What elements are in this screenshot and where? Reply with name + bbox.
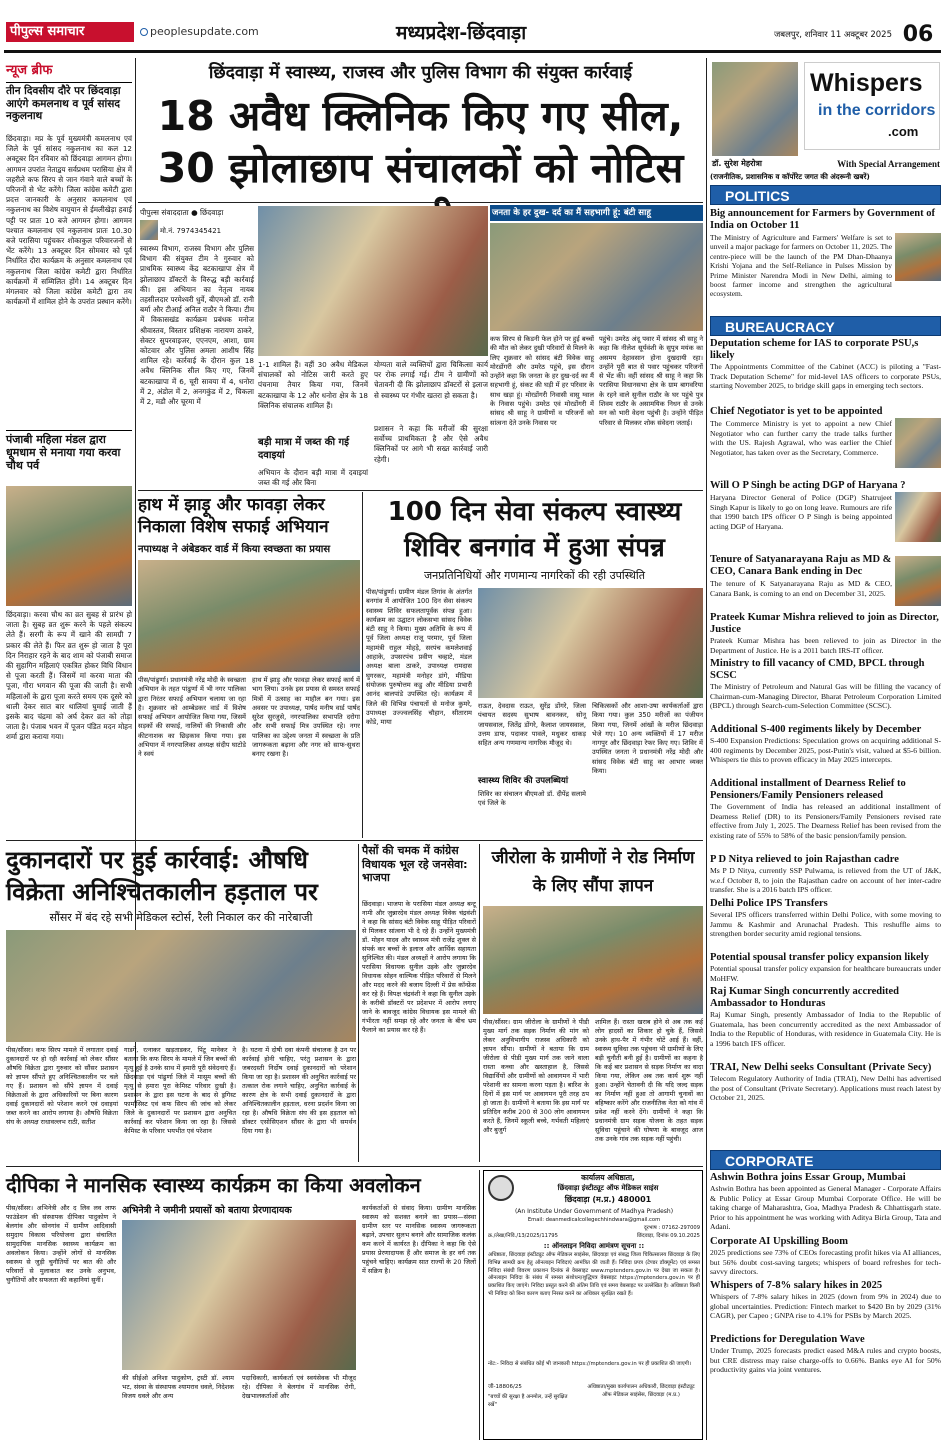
- byline: पीपुल्स संवाददाता ● छिंदवाड़ा: [140, 208, 224, 217]
- dukan-col-2: गाडगे, रत्नाकर खड़ताडकर, पिंटू मानेकर ने बताया कि कफ सिरप के मामले में जिन बच्चों की मृत्यु हुई है उनके साथ में हमारी पूरी संवेदनाएं हैं। छिंदवाड़ा एवं पांढुर्णा जिले में मासूम बच्चों की मृत्यु से हमारा पूरा केमिस्ट परिवार दुःखी है। प्रशासन के द्वारा इस घटना के बाद से ड्रगिस्ट फार्मासिस्ट एवं कफ सिरप की जांच को लेकर जिले के दुकानदारों पर प्रशासन द्वारा अनुचित कार्रवाई कर परेशान किया जा रहा है। जिससे केमिस्ट के परिवार भयभीत एवं परेशान: [124, 1046, 236, 1135]
- congress-story: [362, 844, 476, 1162]
- politics-label: POLITICS: [710, 185, 941, 205]
- tender-institute: छिंदवाड़ा इंस्टीट्यूट ऑफ मेडिकल साइंस: [557, 1184, 659, 1192]
- lead-subhead: बड़ी मात्रा में जब्त की गई दवाइयां: [258, 437, 350, 461]
- sewa-col-2: राऊत, देवदास राऊत, सुरेंद्र डोंगरे, जिला पंचायत सदस्य सुभाष बावनकर, सोनू जायसवाल, जितेंद्र डोंगरे, कैलाश जायसवाल, उत्तम डाफ, पदाकर पावले, मधुकर धाकड़ सहित अन्य गणमान्य नागरिक मौजूद थे।: [478, 702, 586, 748]
- site-url[interactable]: peoplesupdate.com: [150, 25, 259, 38]
- bureaucracy-item-photo: [895, 492, 941, 542]
- brief-tag: न्यूज ब्रीफ: [6, 63, 53, 78]
- jirola-memorandum-photo: [483, 906, 703, 1014]
- brief-headline-2: पंजाबी महिला मंडल द्वारा धूमधाम से मनाया गया करवा चौथ पर्व: [6, 430, 132, 482]
- bureaucracy-item-headline: Deputation scheme for IAS to corporate PSU,s likely: [710, 338, 919, 361]
- bureaucracy-label: BUREAUCRACY: [710, 316, 941, 336]
- sahu-col-1: कफ सिरप से किडनी फेल होने पर हुई बच्चों की मौत को लेकर दुखी परिवारों से मिलने के लिए शुक्रवार को सांसद बंटी विवेक साहू मोरडोंगरी और उमरेठ पहुंचे, इस दौरान उन्होंने कहा कि जनता के हर दुख-दर्द का मैं सहभागी हूं, संकट की घड़ी में हर परिवार के साथ खड़ा हूं। मोरडोंगरी निवासी वासु ग्वाल के निवास पहुंचे। उमरेठ एवं मोरडोंगरी में सांसद श्री साहू ने ग्रामीणों व परिजनों को सांत्वना देते उनके निवास पर: [490, 335, 594, 427]
- tender-eng: (An Institute Under Government of Madhya Pradesh): [514, 1208, 674, 1215]
- bureaucracy-item-body: Prateek Kumar Mishra has been relieved to join as Director in the Department of Justice. He is a 2011 batch IRS-IT officer.: [710, 636, 941, 655]
- corporate-item-body: Ashwin Bothra has been appointed as General Manager - Corporate Affairs & Public Policy at Essar Group Mumbai Corporate Office. He will be taking charge of Maharashtra, Goa, Madhya Pradesh & Chhattisgarh state. Prior to his appointment he was working with Aditya Birla Group, Tata and Adani.: [710, 1184, 941, 1232]
- jirola-story: [483, 844, 703, 1162]
- health-camp-photo: [478, 588, 703, 698]
- reporter-photo: [140, 220, 158, 240]
- deepika-col-4: कार्यकर्ताओं से संवाद किया। ग्रामीण मानसिक स्वास्थ्य को सशक्त बनाने का प्रयास—संस्था ग्रामीण स्तर पर मानसिक स्वास्थ्य जागरूकता बढ़ाने, उपचार सुलभ बनाने और सामाजिक कलंक कम करने में कार्यरत है। दीपिका ने कहा कि ऐसे प्रयास प्रेरणादायक हैं और समाज के हर वर्ग तक पहुंचने चाहिए। कार्यक्रम सात राज्यों के 20 जिलों में सक्रिय है।: [362, 1204, 476, 1275]
- bureaucracy-item-body: Ms P D Nitya, currently SSP Pulwama, is relieved from the UT of J&K, w.e.f October 8, to join the Rajasthan cadre on account of her inter-cadre transfer. She is a 2016 batch IPS officer.: [710, 866, 941, 895]
- whispers-column: [710, 58, 941, 1440]
- lead-col-3: योग्यता वाले व्यक्तियों द्वारा चिकित्सा कार्य पर रोक लगाई गई। टीम ने ग्रामीणों को चेतावनी दी कि झोलाछाप डॉक्टरों से इलाज से स्वास्थ्य पर गंभीर खतरा हो सकता है।: [374, 360, 488, 400]
- columnist-name: डॉ. सुरेश मेहरोत्रा: [712, 159, 762, 168]
- corporate-item-headline: Predictions for Deregulation Wave: [710, 1334, 865, 1345]
- bureaucracy-item-headline: Potential spousal transfer policy expansion likely: [710, 952, 929, 963]
- globe-icon: [140, 28, 148, 36]
- bureaucracy-item-headline: Additional S-400 regiments likely by December: [710, 724, 922, 735]
- bureaucracy-item-body: Potential spousal transfer policy expansion for healthcare bureaucrats under MoHFW.: [710, 964, 941, 983]
- tender-phone: दूरभाष : 07162-297009: [643, 1225, 700, 1231]
- corporate-list: [710, 1172, 941, 1440]
- sahu-col-2: पहुंचे। उमरेठ अंदू पवार में सांसद श्री साहू ने कहा कि नीलेश सूर्यवंशी के सुपुत्र मयंक का असमय देहावसान होना दुखदायी रहा। उन्होंने पूरी बात से पवार पहुंचकर परिजनों से भेंट की। वहीं सांसद श्री साहू ने कहा कि परासिया विधानसभा क्षेत्र के ग्राम बागवरिया के रहने वाले सुनील राठौर के घर पहुंचे पुत्र शिवम राठौर के असामयिक निधन से उनके मन को भारी वेदना पहुंची है। उन्होंने पीड़ित परिवार से मिलकर शोक संवेदना जताई।: [599, 335, 703, 427]
- dukan-col-3: है। घटना में दोषी दवा कंपनी संचालक है उन पर कार्रवाई होनी चाहिए, परंतु प्रशासन के द्वारा जबरदस्ती निर्दोष दवाई दुकानदारों को परेशान किया जा रहा है। प्रशासन की अनुचित कार्रवाई पर तत्काल रोक लगाने चाहिए, अनुचित कार्रवाई के कारण क्षेत्र के सभी दवाई दुकानदारों के द्वारा अनिश्चितकालीन हड़ताल, धरना प्रदर्शन किया जा रहा है। औषधि विक्रेता संघ की इस हड़ताल को डॉक्टर एसोसिएशन सौंसर के द्वारा भी समर्थन दिया गया है।: [242, 1046, 356, 1135]
- sewa-col-2b: शिविर का संचालन बीएमओ डॉ. दीपेंद्र सलामे एवं जिले के: [478, 790, 586, 808]
- arrangement: With Special Arrangement: [837, 159, 940, 169]
- jhadu-col-1: पीस/पांढुर्णा। प्रधानमंत्री नरेंद्र मोदी के स्वच्छता अभियान के तहत पांढुर्णा में भी नगर पालिका द्वारा निरंतर सफाई अभियान चलाया जा रहा है। शुक्रवार को आम्बेडकर वार्ड में विशेष सफाई अभियान आयोजित किया गया, जिसमें सड़कों की सफाई, नालियों की निकासी और कीटनाशक का छिड़काव किया गया। इस अभियान में नगरपालिका अध्यक्ष संदीप घाटोडे ने स्वयं: [138, 676, 246, 759]
- dateline: जबलपुर, शनिवार 11 अक्टूबर 2025: [773, 30, 892, 40]
- mobile-number: मो.नं. 7974345421: [160, 227, 222, 235]
- bureaucracy-item-body: S-400 Expansion Predictions: Speculation grows on acquiring additional S-400 regiments by December 2025, post-Putin's visit, valued at $5-6 billion. Whispers tie this to proven efficacy in May 2025 intercepts.: [710, 736, 941, 765]
- bureaucracy-item-headline: Ministry to fill vacancy of CMD, BPCL through SCSC: [710, 658, 925, 681]
- bureaucracy-item-headline: TRAI, New Delhi seeks Consultant (Private Secy): [710, 1062, 932, 1073]
- deepika-story: [6, 1170, 476, 1440]
- bureaucracy-item-headline: P D Nitya relieved to join Rajasthan cadre: [710, 854, 899, 865]
- bureaucracy-list: [710, 338, 941, 1173]
- jhadu-col-2: हाथ में झाड़ू और फावड़ा लेकर सफाई कार्य में भाग लिया। उनके इस प्रयास से समस्त सफाई मित्रों में उत्साह का माहौल बन गया। इस अवसर पर उपाध्यक्ष, पार्षद मनीष वार्ड पार्षद सुरेश सुरजुसे, नगरपालिका सभापति दरोगा और सभी सफाई मित्र उपस्थित रहे। नगर पालिका का उद्देश्य जनता में स्वच्छता के प्रति जागरूकता बढ़ाना और नगर को साफ-सुथरा बनाए रखना है।: [252, 676, 360, 759]
- jirola-col-1: पीस/सौंसर। ग्राम जीरोला के ग्रामीणों ने पीडी मुख्य मार्ग तक सड़क निर्माण की मांग को लेकर अनुविभागीय राजस्व अधिकारी को ज्ञापन सौंपा। ग्रामीणों ने बताया कि ग्राम जीरोला से पीडी मुख्य मार्ग तक जाने वाला रास्ता कच्चा और खस्ताहाल है, जिससे विद्यार्थियों और ग्रामीणों को आवागमन में भारी परेशानी का सामना करना पड़ता है। बारिश के दिनों में इस मार्ग पर आवागमन पूरी तरह ठप हो जाता है। ग्रामीणों ने बताया कि इस मार्ग पर प्रतिदिन करीब 200 से 300 लोग आवागमन करते हैं, जिनमें स्कूली बच्चे, गर्भवती महिलाएं और बुजुर्ग: [483, 1018, 589, 1134]
- whispers-logo-com: .com: [888, 124, 919, 139]
- deepika-photo-caption: अभिनेत्री ने जमीनी प्रयासों को बताया प्रेरणादायक: [122, 1205, 292, 1216]
- sewa-col-1: पीस/पांढुर्णा। ग्रामीण मंडल तिगांव के अंतर्गत बनगांव में आयोजित 100 दिन सेवा संकल्प स्वास्थ्य शिविर सफलतापूर्वक संपन्न हुआ। कार्यक्रम का उद्घाटन लोकसभा सांसद विवेक बंटी साहू ने किया। मुख्य अतिथि के रूप में पूर्व जिला अध्यक्ष राजू परमार, पूर्व जिला महामंत्री राहुल मोहड़े, सरपंच कमलेशवाई आहाके, उपसरपंच प्रवीण चव्हाटे, मंडल अध्यक्ष बाला ठाकरे, उपाध्यक्ष रामदास घुगरकर, महामंत्री मनोहर डांगे, मीडिया संयोजक पुरुषोत्तम कडु और मीडिया प्रभारी आनंद बालपांडे उपस्थित रहे। कार्यक्रम में जिले की विभिन्न पंचायतों से मनोज कुमरे, उपाध्यक्ष उज्ज्वलसिंह चौहान, सीताराम कोडे, माया: [366, 588, 472, 727]
- politics-list: [710, 206, 941, 312]
- whispers-logo-line-1: Whispers: [810, 69, 923, 97]
- sewa-subhead-2: स्वास्थ्य शिविर की उपलब्धियां: [478, 776, 569, 786]
- tender-email: Email: deanmedicalcollegechhindwara@gmail.com: [527, 1217, 661, 1223]
- bureaucracy-item-photo: [895, 556, 941, 606]
- tender-signature: अधिष्ठाता/मुख्य कार्यपालन अधिकारी, छिंदवाड़ा इंस्टीट्यूट ऑफ मेडिकल साइंसेस, छिंदवाड़ा (म.प्र.): [587, 1384, 695, 1398]
- bureaucracy-item-body: Raj Kumar Singh, presently Ambassador of India to the Republic of Guatemala, has been concurrently accredited as the next Ambassador of India to the Republic of Honduras, with residence in Guatemala City. He is a 1996 batch IFS officer.: [710, 1010, 941, 1048]
- cleaning-drive-photo: [138, 560, 360, 672]
- tender-notice-body: अधिष्ठाता, छिंदवाड़ा इंस्टीट्यूट ऑफ मेडिकल साइंसेस, छिंदवाड़ा एवं संबद्ध जिला चिकित्सालय छिंदवाड़ा के लिए विभिन्न सामग्री क्रय हेतु ऑनलाइन निविदाएं आमंत्रित की जाती हैं। निविदा प्रपत्र (टेण्डर डॉक्यूमेंट) एवं समस्त निविदा संबंधी विवरण प्रकाशन दिनांक से वेबसाइट www.mptenders.gov.in पर देखा जा सकता है। ऑनलाइन निविदा के संबंध में समस्त संशोधन/शुद्धिपत्र वेबसाइट https://mptenders.gov.in पर ही प्रकाशित किए जाएंगे। निविदा प्रस्तुत करने की अंतिम तिथि एवं समय वेबसाइट पर उल्लेखित है। अधिष्ठाता किसी भी निविदा को बिना कारण बताए निरस्त करने का अधिकार सुरक्षित रखते हैं।: [488, 1252, 700, 1297]
- bureaucracy-item-headline: Tenure of Satyanarayana Raju as MD & CEO, Canara Bank ending in Dec: [710, 554, 892, 577]
- logo-text: पीपुल्स समाचार: [10, 24, 85, 39]
- brief-body-1: छिंदवाड़ा। मप्र के पूर्व मुख्यमंत्री कमलनाथ एवं जिले के पूर्व सांसद नकुलनाथ का कल 12 अक्टूबर दिन रविवार को छिंदवाड़ा आगमन होगा। आगमन उपरांत नेताद्वय सर्वप्रथम परासिया क्षेत्र में जहरीले कफ सिरप से जान गंवाने वाले बच्चों के परिजनों से भेंट करेंगे। जिला कांग्रेस कमेटी द्वारा प्रदत्त जानकारी के अनुसार कमलनाथ एवं नकुलनाथ का विशेष वायुयान से ईमलीखेड़ा हवाई पट्टी पर प्रातः 10 बजे आगमन होगा। आगमन पश्चात कमलनाथ एवं नकुलनाथ प्रातः 10.30 बजे परासिया पहुंचकर शोकाकुल परिवारजनों से भेंट करेंगे। 13 अक्टूबर दिन सोमवार को पूर्व निर्धारित दौरा कार्यक्रम के अनुसार कमलनाथ एवं नकुलनाथ जिला कांग्रेस कमेटी द्वारा निर्धारित कार्यक्रमों में सम्मिलित होंगे। 14 अक्टूबर दिन मंगलवार को जिला कांग्रेस कमेटी द्वारा तय कार्यक्रमों में शामिल होने के उपरांत प्रस्थान करेंगे।: [6, 134, 132, 307]
- bureaucracy-item-headline: Raj Kumar Singh concurrently accredited Ambassador to Honduras: [710, 986, 899, 1009]
- corporate-item-headline: Corporate AI Upskilling Boom: [710, 1236, 848, 1247]
- tender-code: जी-18806/25: [488, 1384, 522, 1390]
- dukan-col-1: पीस/सौंसर। कफ सिरप मामले में लगातार दवाई दुकानदारों पर हो रही कार्रवाई को लेकर सौंसर औषधि विक्रेता द्वारा गुरुवार को सौंसर प्रशासन को ज्ञापन सौंपते हुए अनिश्चितकालीन पर चले गए हैं। प्रशासन को सौंपे ज्ञापन में दवाई विक्रेताओं के द्वारा अधिकारियों पर बिना कारण दवाई दुकानदारों को परेशान करने एवं दवाइयां जब्त करने का आरोप लगाया है। औषधि विक्रेता संघ के अध्यक्ष राधावल्लभ राठी, सतीश: [6, 1046, 118, 1126]
- lead-headline: 18 अवैध क्लिनिक किए गए सील, 30 झोलाछाप संचालकों को नोटिस: [157, 92, 684, 192]
- dukan-subhead: सौंसर में बंद रहे सभी मेडिकल स्टोर्स, रैली निकाल कर की नारेबाजी: [49, 911, 313, 924]
- sewa-col-3: चिकित्सकों और आशा-उषा कार्यकर्ताओं द्वारा किया गया। कुल 350 मरीजों का पंजीयन किया गया, जिनमें आंखों के मरीज छिंदवाड़ा भेजे गए। 10 अन्य व्यक्तियों में 17 मरीज नागपुर और छिंदवाड़ा रेफर किए गए। शिविर में उपस्थित जनता ने प्रधानमंत्री नरेंद्र मोदी और सांसद विवेक बंटी साहू का आभार व्यक्त किया।: [592, 702, 703, 776]
- clinic-sealing-photo: [258, 206, 488, 356]
- tender-slogan: "बच्चों की सुरक्षा है अनमोल, उन्हें सुरक्षित रखें": [488, 1394, 568, 1408]
- lead-col-2b: अभियान के दौरान बड़ी मात्रा में दवाइयां जब्त की गई और बिना: [258, 468, 368, 488]
- jhadu-subhead: नपाध्यक्ष ने अंबेडकर वार्ड में किया स्वच्छता का प्रयास: [138, 544, 331, 555]
- tender-date: छिंदवाड़ा, दिनांक 09.10.2025: [636, 1233, 700, 1239]
- whispers-logo-line-2: in the corridors: [818, 102, 936, 119]
- masthead: [0, 0, 945, 62]
- bureaucracy-item-body: Haryana Director General of Police (DGP) Shatrujeet Singh Kapur is likely to go on long leave. Rumours are rife that 1990 batch IPS officer O P Singh is being appointed acting DGP of Haryana.: [710, 493, 892, 531]
- bureaucracy-item-body: The Government of India has released an additional installment of Dearness Relief (DR) to its Pensioners/Family Pensioners revised rate effective from July 1, 2025. The Dearness Relief has been revised from the existing rate of 55% to 58% of the basic pension/family pension.: [710, 802, 941, 840]
- corporate-item-body: Whispers of 7-8% salary hikes in 2025 (down from 9% in 2024) due to global uncertainties. Prediction: Fintech market to $420 Bn by 2029 (31% CAGR), per Capeo ; GNPA rise to 4.1% for PSBs by March 2025.: [710, 1292, 941, 1321]
- deepika-col-1: पीस/सौंसर। अभिनेत्री और द लिव लव लाफ फाउंडेशन की संस्थापक दीपिका पादुकोण ने बेलगांव और सोनगांव में ग्रामीण आदिवासी समुदाय विकास परियोजना द्वारा संचालित सामुदायिक मानसिक स्वास्थ्य कार्यक्रम का अवलोकन किया। उन्होंने लोगों से मानसिक स्वास्थ्य से जुड़ी चुनौतियों पर बात की और परिवारों से मुलाकात कर उनके अनुभव, चुनौतियों और सफलता की कहानियां सुनीं।: [6, 1204, 116, 1284]
- tender-notice: [483, 1170, 703, 1440]
- brief-headline-1: तीन दिवसीय दौरे पर छिंदवाड़ा आएंगे कमलनाथ व पूर्व सांसद नकुलनाथ: [6, 82, 132, 132]
- bureaucracy-item-body: The tenure of K Satyanarayana Raju as MD & CEO, Canara Bank, is coming to an end on December 31, 2025.: [710, 579, 892, 598]
- brief-body-2: छिंदवाड़ा। करवा चौथ का व्रत सुबह से प्रारंभ हो जाता है। सुबह व्रत शुरू करने के पहले संकल्प लेते हैं। सरगी के रूप में खाने की सामग्री 7 प्रकार की लेते हैं। फिर व्रत शुरू हो जाता है पूरा दिन निराहार रहने के बाद शाम को पंजाबी समाज की सुहागिन महिलाएं एकत्रित होकर विधि विधान से पूजा करती हैं। जिसमें मां करवा माता की पूजा, गौरा भगवान की पूजा की जाती है। सभी महिलाओं के द्वारा पूजा करते समय एक दूसरे को थाली देकर सात बार थालियां घुमाई जाती हैं इसके बाद चंद्रमा को अर्घ देकर व्रत को तोड़ा जाता है। पंजाब भवन में पूजन पंडित मदन मोहन शर्मा द्वारा कराया गया।: [6, 610, 132, 742]
- bureaucracy-item-headline: Will O P Singh be acting DGP of Haryana ?: [710, 480, 906, 491]
- jhadu-headline: हाथ में झाड़ू और फावड़ा लेकर निकाला विशेष सफाई अभियान: [138, 495, 329, 537]
- jirola-headline: जीरोला के ग्रामीणों ने रोड निर्माण के लिए सौंपा ज्ञापन: [491, 848, 695, 896]
- page-number: 06: [902, 22, 934, 47]
- jhadu-story: [138, 492, 360, 838]
- columnist-photo: [712, 62, 798, 156]
- corporate-item-headline: Whispers of 7-8% salary hikes in 2025: [710, 1280, 883, 1291]
- sewa-subhead: जनप्रतिनिधियों और गणमान्य नागरिकों की रही उपस्थिति: [424, 569, 645, 582]
- corporate-label: CORPORATE: [710, 1150, 941, 1170]
- emblem-icon: [488, 1175, 514, 1201]
- bureaucracy-item-body: Several IPS officers transferred within Delhi Police, with some moving to Jammu & Kashmir and Arunachal Pradesh. This reshuffle aims to strengthen border security amid regional tensions.: [710, 910, 941, 939]
- bureaucracy-item-headline: Delhi Police IPS Transfers: [710, 898, 828, 909]
- tender-city: छिंदवाड़ा (म.प्र.) 480001: [564, 1195, 652, 1204]
- dukan-headline: दुकानदारों पर हुई कार्रवाई: औषधि विक्रेता अनिश्चितकालीन हड़ताल पर: [6, 846, 318, 906]
- corporate-item-headline: Ashwin Bothra joins Essar Group, Mumbai: [710, 1172, 906, 1183]
- deepika-headline: दीपिका ने मानसिक स्वास्थ्य कार्यक्रम का किया अवलोकन: [6, 1173, 421, 1197]
- section-title: मध्यप्रदेश-छिंदवाड़ा: [396, 22, 527, 44]
- dukan-story: [6, 844, 356, 1162]
- bureaucracy-item-body: The Appointments Committee of the Cabinet (ACC) is piloting a "Fast-Track Deputation Scheme" for mid-level IAS officers to corporate PSUs, starting November 2025, to bridge skill gaps in emerging tech sectors.: [710, 362, 941, 391]
- politics-item-photo: [895, 233, 941, 281]
- sahu-headline: जनता के हर दुख- दर्द का मैं सहभागी हूं: बंटी साहू: [492, 208, 651, 218]
- tender-ref: क्र./लेखा/निवि./13/2025/11795: [488, 1233, 558, 1239]
- tender-office: कार्यालय अधिष्ठाता,: [581, 1173, 635, 1182]
- lead-col-3b: प्रशासन ने कहा कि मरीजों की सुरक्षा सर्वोच्च प्राथमिकता है और ऐसे अवैध क्लिनिकों पर आगे भी सख्त कार्रवाई जारी रहेगी।: [374, 424, 488, 464]
- chemist-rally-photo: [6, 930, 356, 1042]
- sewa-story: [366, 492, 703, 838]
- politics-item-headline: Big announcement for Farmers by Government of India on October 11: [710, 208, 935, 231]
- deepika-photo: [122, 1220, 356, 1370]
- lead-kicker: छिंदवाड़ा में स्वास्थ्य, राजस्व और पुलिस विभाग की संयुक्त कार्रवाई: [208, 63, 633, 83]
- deepika-col-3: पदाधिकारी, कार्यकर्ता एवं स्वयंसेवक भी मौजूद रहे। दीपिका ने बेलगांव में मानसिक रोगी, देखभालकर्ताओं और: [242, 1374, 356, 1400]
- bureaucracy-item-headline: Additional installment of Dearness Relief to Pensioners/Family Pensioners released: [710, 778, 906, 801]
- tender-notice-title: :: ऑनलाइन निविदा आमंत्रण सूचना ::: [543, 1242, 645, 1250]
- bureaucracy-item-body: Telecom Regulatory Authority of India (TRAI), New Delhi has advertised the post of Consultant (Private Secretary). Applications must reach latest by October 21, 2025.: [710, 1074, 941, 1103]
- corporate-item-body: 2025 predictions see 73% of CEOs forecasting profit hikes via AI alliances, but 56% doubt cost-saving targets; whispers of board refreshes for tech-savvy directors.: [710, 1248, 941, 1277]
- lead-col-1: स्वास्थ्य विभाग, राजस्व विभाग और पुलिस विभाग की संयुक्त टीम ने गुरुवार को प्राथमिक स्वास्थ्य केंद्र बटकाखापा क्षेत्र में झोलाछाप डॉक्टरों के विरुद्ध बड़ी कार्रवाई की। इस अभियान का नेतृत्व नायब तहसीलदार परमेश्वरी धुर्वे, बीएमओ डॉ. रानी बर्मा और टीआई अनिल राठौर ने किया। टीम में विकासखंड कार्यक्रम प्रबंधक मनोज श्रीवास्तव, विस्तार प्रशिक्षक नारायण ठाकरे, सेक्टर सुपरवाइजर, एएनएम, आशा, ग्राम कोटवार और पुलिस अमला आशीष सिंह शामिल रहे। कार्रवाई के दौरान कुल 18 अवैध क्लिनिक सील किए गए, जिनमें बटकाखापा में 6, चूरी सावया में 4, धनोरा में 2, अंडोल में 2, अनगकुंड में 2, चिकला में 2, मडौ और चूरमा में: [140, 244, 254, 407]
- congress-headline: पैसों की चमक में कांग्रेस विधायक भूल रहे जनसेवा: भाजपा: [362, 844, 468, 884]
- jirola-col-2: शामिल हैं। रास्ता खराब होने से अब तक कई लोग हादसों का शिकार हो चुके हैं, जिससे उनके हाथ-पैर में गंभीर चोटें आई हैं। वहीं, स्वास्थ्य सुविधा तक पहुंचना भी ग्रामीणों के लिए बड़ी चुनौती बनी हुई है। ग्रामीणों का कहना है कि कई बार प्रशासन से सड़क निर्माण का वादा किया गया, लेकिन अब तक कार्य शुरू नहीं हुआ। उन्होंने चेतावनी दी कि यदि जल्द सड़क का निर्माण नहीं हुआ तो आगामी चुनावों का बहिष्कार करेंगे और राजनीतिक नेता को गांव में प्रवेश नहीं करने देंगे। ग्रामीणों ने कहा कि प्रधानमंत्री ग्राम सड़क योजना के तहत सड़क सुविधा पहुंचाने की घोषणा के बावजूद आज तक उनके गांव तक सड़क नहीं पहुंची।: [595, 1018, 703, 1143]
- bureaucracy-item-photo: [895, 418, 941, 468]
- bureaucracy-item-body: The Ministry of Petroleum and Natural Gas will be filling the vacancy of Chairman-cum-Managing Director, Bharat Petroleum Corporation Limited (BPCL) through Search-cum-Selection Committee (SCSC).: [710, 682, 941, 711]
- karwa-chauth-photo: [6, 486, 132, 606]
- lead-col-2: 1-1 शामिल हैं। वहीं 30 अवैध मेडिकल संचालकों को नोटिस जारी करते हुए पंचनामा तैयार किया गया, जिनमें बटकाखापा के 12 और धनोरा क्षेत्र के 18 क्लिनिक संचालक शामिल हैं।: [258, 360, 368, 410]
- sahu-meeting-photo: [490, 223, 703, 331]
- bureaucracy-item-headline: Prateek Kumar Mishra relieved to join as Director, Justice: [710, 612, 939, 635]
- sahu-story: [490, 205, 703, 488]
- politics-item-body: The Ministry of Agriculture and Farmers' Welfare is set to unveil a major package for farmers on October 11, 2025. The centre-piece will be the launch of the PM Dhan-Dhaanya Krishi Yojana and the Self-Reliance in Pulses Mission by Prime Minister Narendra Modi in New Delhi, aiming to boost farmer income and strengthen the agricultural ecosystem.: [710, 233, 892, 299]
- bureaucracy-item-body: The Commerce Ministry is yet to appoint a new Chief Negotiator who can further carry the trade talks further with the US. Rajesh Agrawal, who was earlier the Chief Negotiator, has taken over as the Secretary, Commerce.: [710, 419, 892, 457]
- bureaucracy-item-headline: Chief Negotiator is yet to be appointed: [710, 406, 883, 417]
- tender-note: नोट:- निविदा से संबंधित कोई भी जानकारी https://mptenders.gov.in पर ही प्रकाशित की जाएगी।: [488, 1361, 692, 1367]
- sewa-headline: 100 दिन सेवा संकल्प स्वास्थ्य शिविर बनगांव में हुआ संपन्न: [387, 497, 682, 563]
- whispers-tagline: (राजनीतिक, प्रशासनिक व कॉर्पोरेट जगत की अंदरूनी खबरें): [710, 172, 870, 181]
- congress-col-1: छिंदवाड़ा। भाजपा के परासिया मंडल अध्यक्ष बन्टू नामी और जुन्नारदेव मंडल अध्यक्ष विवेक चंद्रवंशी ने कहा कि सांसद बंटी विवेक साहू पीड़ित परिवारों से मिलकर सांत्वना भी दे रहे हैं। उन्होंने मुख्यमंत्री डॉ. मोहन यादव और स्वास्थ्य मंत्री राजेंद्र शुक्ल से संपर्क कर बच्चों के इलाज और आर्थिक सहायता सुनिश्चित की। मंडल अध्यक्षों ने आरोप लगाया कि परासिया विधायक सुनील उइके और जुन्नारदेव विधायक सोहन वाल्मिक पीड़ित परिवारों से मिलने और मदद करने की बजाय दिल्ली में प्रेस कॉन्फ्रेंस कर रहे हैं। विपक्ष चंद्रवंशी ने कहा कि सुनील उइके के करीबी डॉक्टरों पर प्रदेशभर में आरोप लगाए जाने के बावजूद कांग्रेस विधायक इस मामले की गंभीरता नहीं समझ रहे और जनता के बीच भ्रम फैलाने का प्रयास कर रहे हैं।: [362, 900, 476, 1034]
- corporate-item-body: Under Trump, 2025 forecasts predict eased M&A rules and crypto boosts, but CRE distress may raise charge-offs to 0.66%. Banks eye AI for 50% productivity gains via joint ventures.: [710, 1346, 941, 1375]
- deepika-col-2: की सीईओ अनिशा पादुकोण, ट्रस्टी डॉ. श्याम भट, संस्था के संस्थापक श्यामराव धवले, निदेशक विजय धवले और अन्य: [122, 1374, 234, 1400]
